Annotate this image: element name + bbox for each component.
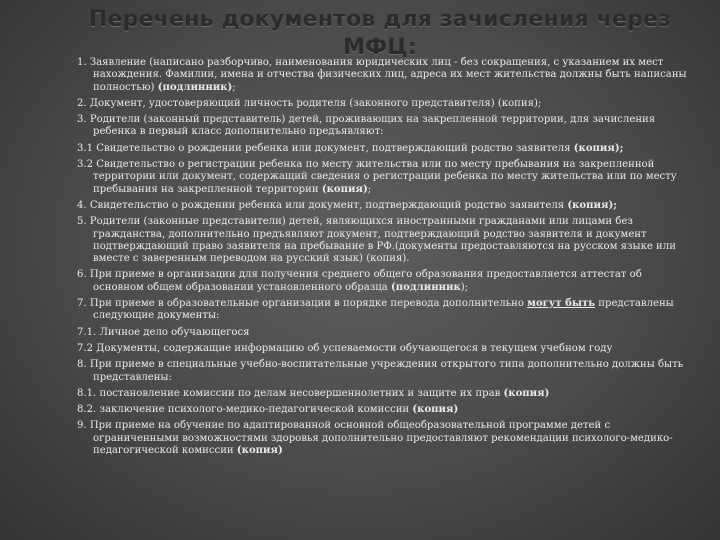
item-bold-text: (копия);	[573, 142, 624, 154]
item-text: 6. При приеме в организации для получения среднего общего образования предоставляется аттестат об основном общем образовании установленного образца	[77, 269, 642, 293]
list-item	[77, 98, 693, 110]
item-text: 8. При приеме в специальные учебно-воспитательные учреждения открытого типа дополнительно должны быть представлены:	[77, 359, 684, 383]
list-item	[77, 343, 693, 355]
item-text-tail: ;	[232, 81, 236, 93]
item-bold-text: (копия)	[321, 183, 368, 195]
item-text: 8.1. постановление комиссии по делам несовершеннолетних и защите их прав	[77, 387, 504, 399]
list-item	[77, 420, 693, 457]
list-item	[77, 359, 693, 384]
item-text-tail: ;	[367, 183, 372, 195]
list-item	[77, 388, 693, 400]
list-item	[77, 404, 693, 416]
slide-title: Перечень документов для зачисления через МФЦ:	[88, 7, 672, 60]
item-text: 3. Родители (законный представитель) детей, проживающих на закрепленной территории, для зачисления ребенка в первый класс дополнительно предъявляют:	[77, 114, 656, 138]
item-text: 4. Свидетельство о рождении ребенка или документ, подтверждающий родство заявителя	[77, 199, 568, 211]
list-item	[77, 327, 693, 339]
item-text-tail: );	[460, 281, 469, 293]
list-item	[77, 57, 693, 94]
item-text: 5. Родители (законные представители) детей, являющихся иностранными гражданами или лицами без гражданства, дополнительно предъявляют документ, подтверждающий родство заявителя и документ подтверждающий право заявителя на пребывание в РФ.(документы предоставляются на русском языке или вместе с заверенным переводом на русский язык) (копия).	[77, 216, 676, 265]
item-bold-text: (копия)	[236, 445, 283, 457]
document-list	[77, 57, 693, 461]
item-text: 2. Документ, удостоверяющий личность родителя (законного представителя) (копия);	[77, 97, 542, 109]
item-text: 3.2 Свидетельство о регистрации ребенка по месту жительства или по месту пребывания на закрепленной территории или документ, содержащий сведения о регистрации ребенка по месту жительства или по месту пребывания на закрепленной территории	[77, 159, 677, 195]
item-text: 9. При приеме на обучение по адаптированной основной общеобразовательной программе детей с ограниченными возможностями здоровья дополнительно предоставляют рекомендации психолого-медико-педагогической комиссии	[77, 420, 673, 457]
item-bold-text: (копия);	[567, 199, 617, 211]
item-text: 7. При приеме в образовательные организации в порядке перевода дополнительно	[77, 298, 528, 310]
item-bold-text: (подлинник	[391, 281, 461, 293]
item-text: 1. Заявление (написано разборчиво, наименования юридических лиц - без сокращения, с указанием их мест нахождения. Фамилии, имена и отчества физических лиц, адреса их мест жительства должны быть написаны полностью)	[77, 57, 687, 93]
item-text: 8.2. заключение психолого-медико-педагогической комиссии	[77, 404, 413, 416]
item-text-tail: представлены следующие документы:	[93, 298, 674, 322]
list-item	[77, 216, 693, 265]
list-item	[77, 269, 693, 294]
item-text: 7.1. Личное дело обучающегося	[77, 326, 250, 338]
item-bold-text: (копия)	[503, 387, 550, 399]
list-item	[77, 200, 693, 212]
list-item	[77, 114, 693, 139]
list-item	[77, 298, 693, 323]
item-bold-text: (копия)	[412, 404, 459, 416]
list-item	[77, 159, 693, 196]
item-text: 7.2 Документы, содержащие информацию об успеваемости обучающегося в текущем учебном году	[77, 342, 613, 354]
item-underlined-text: могут быть	[527, 298, 596, 310]
list-item	[77, 143, 693, 155]
item-bold-text: (подлинник)	[157, 81, 233, 93]
item-text: 3.1 Свидетельство о рождении ребенка или документ, подтверждающий родство заявителя	[77, 142, 574, 154]
